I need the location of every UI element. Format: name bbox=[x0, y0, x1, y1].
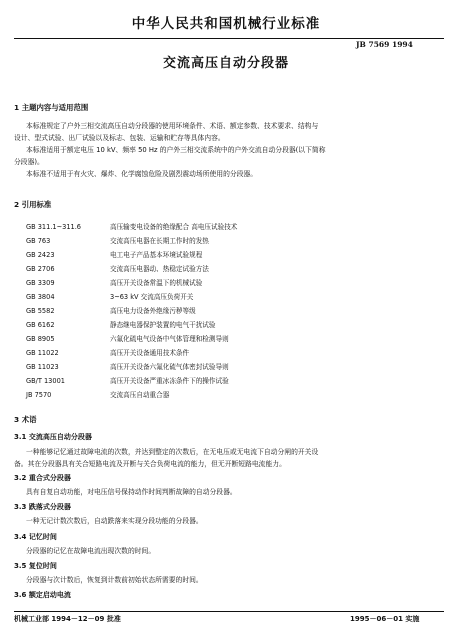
reference-title: 高压开关设备通用技术条件 bbox=[110, 349, 190, 357]
section-3-heading: 3 术语 bbox=[14, 415, 37, 424]
term-3-2-definition: 具有自复自动功能，对电压信号保持动作时间判断故障的自动分段器。 bbox=[26, 488, 237, 496]
reference-code: GB/T 13001 bbox=[26, 377, 65, 385]
term-3-2-heading: 3.2 重合式分段器 bbox=[14, 474, 71, 482]
reference-code: GB 2706 bbox=[26, 265, 55, 273]
reference-title: 3~63 kV 交流高压负荷开关 bbox=[110, 293, 194, 301]
term-3-5-heading: 3.5 复位时间 bbox=[14, 562, 57, 570]
issuing-organization-title: 中华人民共和国机械行业标准 bbox=[131, 16, 321, 32]
section-1-paragraph-2a: 本标准适用于额定电压 10 kV、频率 50 Hz 的户外三相交流系统中的户外交流自动分段器(以下简称 bbox=[26, 146, 326, 154]
reference-code: GB 2423 bbox=[26, 251, 55, 259]
reference-code: GB 3309 bbox=[26, 279, 55, 287]
section-1-paragraph-2b: 分段器)。 bbox=[14, 158, 44, 166]
reference-code: GB 3804 bbox=[26, 293, 55, 301]
standard-number: JB 7569 1994 bbox=[356, 40, 413, 49]
reference-title: 交流高压自动重合器 bbox=[110, 391, 170, 399]
reference-row bbox=[26, 375, 229, 385]
section-1-paragraph-3: 本标准不适用于有火灾、爆炸、化学腐蚀危险及剧烈震动场所使用的分段器。 bbox=[26, 170, 258, 178]
reference-code: GB 8905 bbox=[26, 335, 55, 343]
reference-row bbox=[26, 291, 193, 301]
reference-code: GB 6162 bbox=[26, 321, 55, 329]
term-3-1-definition-a: 一种能够记忆通过故障电流的次数，并达到整定的次数后，在无电压或无电流下自动分闸的开关设 bbox=[26, 448, 319, 456]
section-1-paragraph-1a: 本标准规定了户外三相交流高压自动分段器的使用环境条件、术语、额定参数、技术要求、结构与 bbox=[26, 122, 319, 130]
reference-code: JB 7570 bbox=[26, 391, 52, 399]
footer-rule bbox=[14, 611, 444, 612]
approval-date: 机械工业部 1994－12－09 批准 bbox=[14, 615, 121, 623]
reference-row bbox=[26, 333, 229, 343]
reference-title: 交流高压电器动、热稳定试验方法 bbox=[110, 265, 209, 273]
term-3-4-heading: 3.4 记忆时间 bbox=[14, 533, 57, 541]
reference-row bbox=[26, 249, 202, 259]
reference-title: 高压开关设备严重冰冻条件下的操作试验 bbox=[110, 377, 229, 385]
reference-title: 交流高压电器在长期工作时的发热 bbox=[110, 237, 209, 245]
reference-code: GB 5582 bbox=[26, 307, 55, 315]
reference-title: 电工电子产品基本环境试验规程 bbox=[110, 251, 203, 259]
term-3-5-definition: 分段器与次计数后，恢复到计数前初始状态所需要的时间。 bbox=[26, 576, 203, 584]
reference-title: 高压开关设备六氟化硫气体密封试验导则 bbox=[110, 363, 229, 371]
reference-title: 六氟化硫电气设备中气体管理和检测导则 bbox=[110, 335, 229, 343]
term-3-1-heading: 3.1 交流高压自动分段器 bbox=[14, 433, 92, 441]
term-3-6-heading: 3.6 额定启动电流 bbox=[14, 591, 71, 599]
term-3-3-heading: 3.3 跌落式分段器 bbox=[14, 503, 71, 511]
term-3-3-definition: 一种无记计数次数后，自动跌落来实现分段功能的分段器。 bbox=[26, 517, 203, 525]
reference-row bbox=[26, 319, 216, 329]
section-1-heading: 1 主题内容与适用范围 bbox=[14, 103, 89, 112]
reference-row bbox=[26, 235, 209, 245]
term-3-1-definition-b: 备。其在分段器具有关合短路电流及开断与关合负荷电流的能力，但无开断短路电流能力。 bbox=[14, 460, 286, 468]
reference-code: GB 11022 bbox=[26, 349, 59, 357]
section-1-paragraph-1b: 设计、型式试验、出厂试验以及标志、包装、运输和贮存等具体内容。 bbox=[14, 134, 225, 142]
reference-code: GB 11023 bbox=[26, 363, 59, 371]
reference-row bbox=[26, 389, 169, 399]
reference-row bbox=[26, 221, 237, 231]
reference-row bbox=[26, 305, 196, 315]
section-2-heading: 2 引用标准 bbox=[14, 200, 52, 209]
reference-row bbox=[26, 347, 189, 357]
reference-title: 高压开关设备常温下的机械试验 bbox=[110, 279, 203, 287]
reference-row bbox=[26, 361, 229, 371]
reference-title: 静态继电器保护装置的电气干扰试验 bbox=[110, 321, 216, 329]
reference-code: GB 763 bbox=[26, 237, 51, 245]
header-rule bbox=[14, 38, 444, 39]
reference-row bbox=[26, 277, 202, 287]
term-3-4-definition: 分段器的记忆在故障电流出现次数的时间。 bbox=[26, 547, 156, 555]
reference-row bbox=[26, 263, 209, 273]
reference-code: GB 311.1~311.6 bbox=[26, 223, 82, 231]
reference-title: 高压电力设备外绝缘污秽等级 bbox=[110, 307, 196, 315]
reference-title: 高压输变电设备的绝缘配合 高电压试验技术 bbox=[110, 223, 238, 231]
implementation-date: 1995－06－01 实施 bbox=[350, 615, 420, 623]
document-title: 交流高压自动分段器 bbox=[162, 56, 289, 71]
